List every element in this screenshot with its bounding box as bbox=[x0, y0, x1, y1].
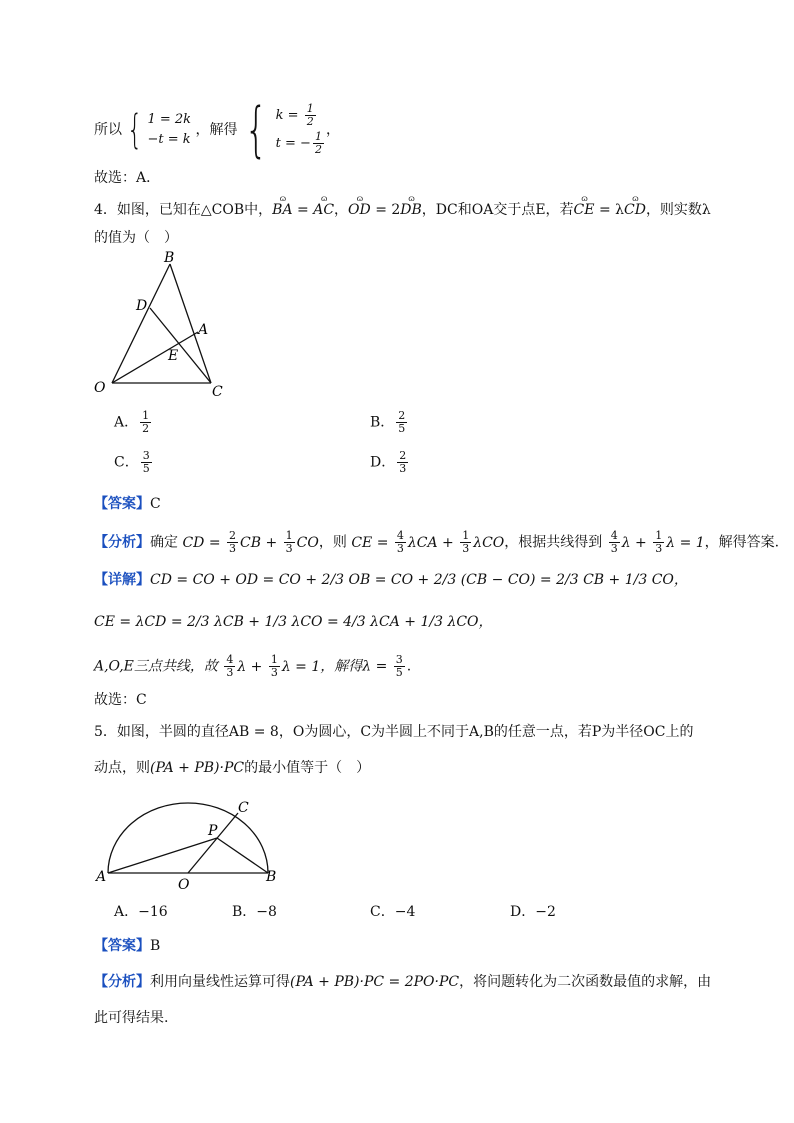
frac-den: 5 bbox=[142, 462, 150, 475]
frac-den: 3 bbox=[655, 542, 663, 555]
analysis-tag: 【分析】 bbox=[94, 974, 150, 990]
frac-num: 2 bbox=[398, 409, 406, 422]
q4-stem-line2: 的值为（ ） bbox=[94, 230, 178, 246]
so-label: 所以 bbox=[94, 122, 122, 138]
q4-option-a[interactable] bbox=[114, 410, 153, 435]
q4-stem-line1 bbox=[94, 198, 711, 220]
analysis-a: 利用向量线性运算可得 bbox=[150, 974, 290, 990]
vector-ce: ɷ CE bbox=[574, 198, 595, 220]
sys1-eq1: 1 = 2k bbox=[147, 112, 192, 127]
label-e: E bbox=[168, 348, 179, 364]
segment-dc bbox=[150, 308, 211, 383]
equation-system-1 bbox=[147, 110, 191, 150]
vector-ba: ɷ BA bbox=[272, 198, 292, 220]
eq-ce: = λ bbox=[598, 202, 624, 218]
fraction bbox=[460, 530, 471, 555]
option-key: A． bbox=[114, 414, 139, 431]
frac-num: 1 bbox=[655, 529, 663, 542]
q5-option-a[interactable] bbox=[114, 902, 168, 922]
fraction bbox=[653, 530, 664, 555]
q5-option-d[interactable] bbox=[510, 902, 556, 922]
option-value: −4 bbox=[394, 904, 416, 920]
q4-detail-line2: CE = λCD = 2/3 λCB + 1/3 λCO = 4/3 λCA + 1/3 λCO， bbox=[94, 614, 493, 630]
q5-option-b[interactable] bbox=[232, 902, 277, 922]
answer-value: B bbox=[150, 938, 161, 954]
fraction bbox=[269, 654, 280, 679]
frac-den: 3 bbox=[610, 542, 618, 555]
q5-stem-line2 bbox=[94, 758, 370, 778]
frac-num: 4 bbox=[396, 529, 404, 542]
q5-answer bbox=[94, 936, 160, 956]
frac-den: 3 bbox=[396, 542, 404, 555]
label-b: B bbox=[164, 250, 175, 266]
triangle-figure bbox=[90, 250, 240, 400]
label-o: O bbox=[94, 380, 106, 396]
analysis-d: ，解得答案. bbox=[704, 534, 780, 551]
detail-line3-a: A,O,E三点共线，故 bbox=[94, 658, 218, 675]
frac-num: 1 bbox=[306, 102, 314, 115]
prev-solution-line bbox=[94, 95, 340, 165]
q4-stem-b: ， bbox=[334, 202, 349, 218]
frac-num: 1 bbox=[314, 130, 322, 143]
q5-stem-c: 的最小值等于（ ） bbox=[244, 760, 371, 776]
prev-choice: 故选：A． bbox=[94, 170, 161, 186]
frac-num: 1 bbox=[285, 529, 293, 542]
radius-oc bbox=[188, 813, 238, 873]
q4-detail-line1 bbox=[94, 570, 688, 590]
frac-den: 2 bbox=[306, 115, 314, 128]
fraction bbox=[396, 410, 407, 435]
q4-option-d[interactable] bbox=[370, 450, 410, 475]
answer-tag: 【答案】 bbox=[94, 938, 150, 954]
fraction bbox=[224, 654, 235, 679]
frac-den: 3 bbox=[229, 542, 237, 555]
detail-tag: 【详解】 bbox=[94, 572, 150, 588]
q4-analysis bbox=[94, 530, 779, 555]
frac-den: 5 bbox=[398, 422, 406, 435]
option-key: C． bbox=[370, 904, 395, 920]
q5-stem-line1: 5．如图，半圆的直径AB = 8，O为圆心，C为半圆上不同于A,B的任意一点，若P为半径OC上的 bbox=[94, 724, 694, 740]
fraction bbox=[305, 103, 316, 128]
detail-formula: $\frac{4}{3}$ λ + $\frac{1}{3}$ λ = 1 bbox=[226, 653, 321, 679]
option-key: B． bbox=[370, 414, 395, 431]
frac-den: 2 bbox=[314, 143, 322, 156]
option-value: −2 bbox=[535, 904, 556, 920]
semicircle-figure bbox=[92, 795, 292, 895]
label-d: D bbox=[136, 298, 148, 314]
frac-num: 3 bbox=[142, 449, 150, 462]
equation-system-2 bbox=[276, 102, 326, 158]
analysis-formula-1: CD = $\frac{2}{3}$ CB + $\frac{1}{3}$ CO bbox=[182, 529, 319, 555]
frac-num: 4 bbox=[610, 529, 618, 542]
frac-num: 1 bbox=[270, 653, 278, 666]
frac-num: 4 bbox=[226, 653, 234, 666]
option-key: A． bbox=[114, 904, 139, 920]
label-c: C bbox=[212, 384, 223, 400]
frac-den: 3 bbox=[462, 542, 470, 555]
label-b: B bbox=[266, 869, 277, 885]
vector-od: ɷ OD bbox=[348, 198, 371, 220]
frac-den: 3 bbox=[285, 542, 293, 555]
q5-analysis-line1 bbox=[94, 972, 711, 992]
analysis-b: ，将问题转化为二次函数最值的求解，由 bbox=[459, 974, 712, 990]
analysis-b: ，则 bbox=[318, 534, 347, 551]
label-o: O bbox=[178, 877, 190, 893]
vector-db: ɷ DB bbox=[400, 198, 422, 220]
analysis-formula: (PA + PB)·PC = 2PO·PC bbox=[290, 974, 460, 990]
vector-cd: ɷ CD bbox=[624, 198, 646, 220]
eq-sign: = bbox=[297, 202, 309, 218]
sys2-k bbox=[276, 102, 326, 130]
fraction bbox=[284, 530, 295, 555]
sys2-t bbox=[276, 130, 326, 158]
label-c: C bbox=[238, 800, 249, 816]
fraction bbox=[313, 131, 324, 156]
left-brace-icon-2: { bbox=[245, 95, 269, 165]
frac-num: 2 bbox=[399, 449, 407, 462]
frac-num: 2 bbox=[229, 529, 237, 542]
solve-label: ，解得 bbox=[195, 122, 238, 138]
q4-stem-c: ，DC和OA交于点E，若 bbox=[421, 202, 574, 218]
sys2-t-lhs: t = − bbox=[275, 136, 311, 151]
frac-den: 3 bbox=[399, 462, 407, 475]
label-a: A bbox=[96, 869, 107, 885]
segment-ap bbox=[108, 838, 217, 873]
option-key: B． bbox=[232, 904, 257, 920]
label-p: P bbox=[208, 823, 218, 839]
q4-option-b[interactable] bbox=[370, 410, 409, 435]
fraction bbox=[395, 530, 406, 555]
q4-answer bbox=[94, 494, 161, 514]
frac-den: 2 bbox=[142, 422, 150, 435]
option-value: −8 bbox=[256, 904, 277, 920]
option-key: D． bbox=[370, 454, 396, 471]
answer-tag: 【答案】 bbox=[94, 496, 150, 512]
frac-den: 3 bbox=[270, 666, 278, 679]
fraction bbox=[141, 450, 152, 475]
detail-line3-c: . bbox=[406, 658, 412, 675]
detail-line3-b: ，解得λ = bbox=[320, 658, 388, 675]
q4-detail-line3 bbox=[94, 654, 411, 679]
fraction bbox=[394, 654, 405, 679]
frac-num: 1 bbox=[462, 529, 470, 542]
frac-num: 3 bbox=[395, 653, 403, 666]
q4-option-c[interactable] bbox=[114, 450, 154, 475]
answer-value: C bbox=[150, 496, 161, 512]
q4-choice: 故选：C bbox=[94, 692, 147, 708]
analysis-c: ，根据共线得到 bbox=[504, 534, 603, 551]
option-value: −16 bbox=[138, 904, 168, 920]
frac-den: 3 bbox=[226, 666, 234, 679]
analysis-formula-3: $\frac{4}{3}$ λ + $\frac{1}{3}$ λ = 1 bbox=[610, 529, 705, 555]
q4-stem-d: ，则实数λ bbox=[645, 202, 711, 218]
frac-den: 5 bbox=[395, 666, 403, 679]
tail-comma: ， bbox=[325, 122, 340, 138]
fraction bbox=[609, 530, 620, 555]
q5-stem-b: 动点，则 bbox=[94, 760, 150, 776]
left-brace-icon: { bbox=[127, 107, 143, 153]
detail-line1-text: CD = CO + OD = CO + 2/3 OB = CO + 2/3 (CB − CO) = 2/3 CB + 1/3 CO， bbox=[150, 572, 688, 588]
fraction bbox=[140, 410, 151, 435]
frac-num: 1 bbox=[142, 409, 150, 422]
label-a: A bbox=[198, 322, 209, 338]
fraction bbox=[397, 450, 408, 475]
q5-expression: (PA + PB)·PC bbox=[150, 760, 245, 776]
fraction bbox=[227, 530, 238, 555]
q5-option-c[interactable] bbox=[370, 902, 415, 922]
option-key: D． bbox=[510, 904, 536, 920]
analysis-formula-2: CE = $\frac{4}{3}$ λCA + $\frac{1}{3}$ λCO bbox=[351, 529, 505, 555]
analysis-a: 确定 bbox=[150, 534, 178, 551]
option-key: C． bbox=[114, 454, 139, 471]
q5-analysis-line2: 此可得结果. bbox=[94, 1010, 169, 1026]
sys2-k-lhs: k = bbox=[275, 108, 299, 123]
q4-stem-a: 4．如图，已知在△COB中， bbox=[94, 202, 273, 218]
vector-ac: ɷ AC bbox=[313, 198, 334, 220]
sys1-eq2: −t = k bbox=[147, 132, 191, 147]
analysis-tag: 【分析】 bbox=[94, 534, 150, 551]
eq-od: = 2 bbox=[375, 202, 401, 218]
